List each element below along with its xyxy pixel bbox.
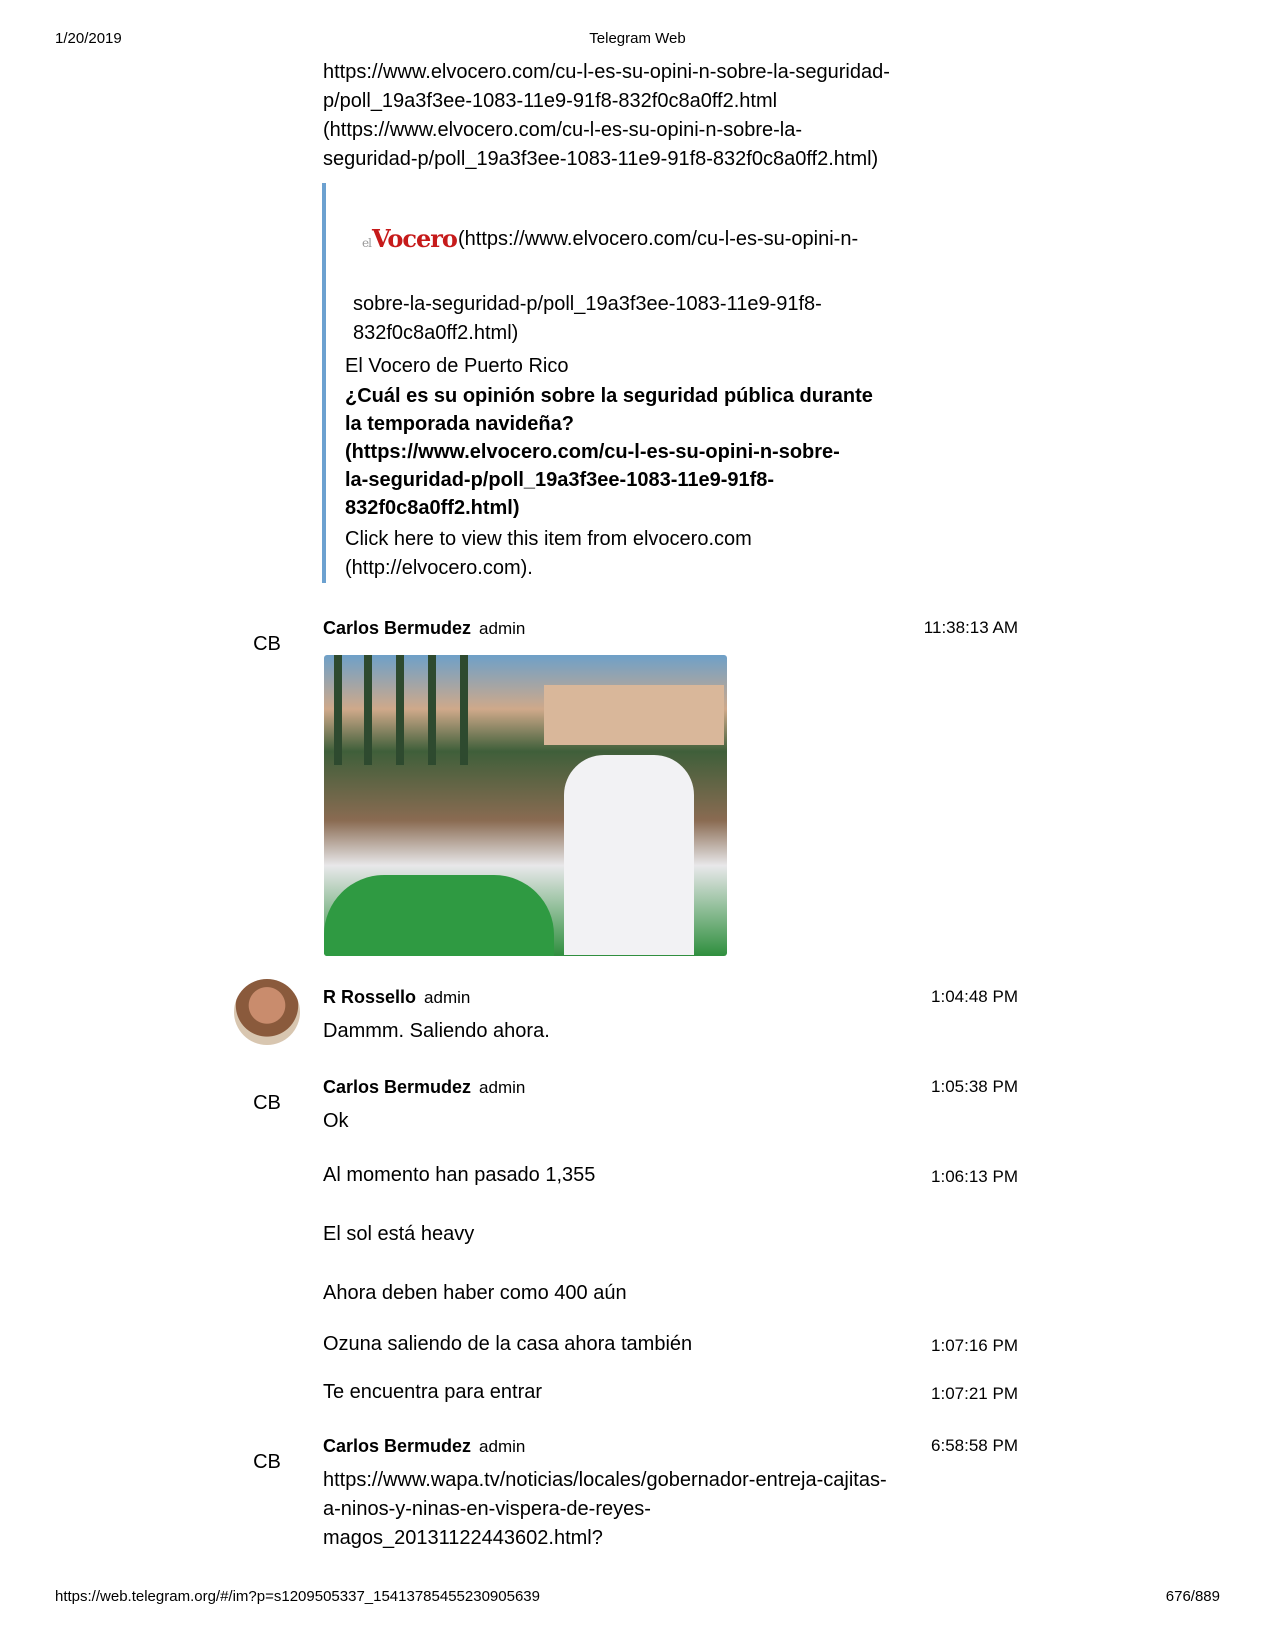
link-line[interactable]: https://www.elvocero.com/cu-l-es-su-opini-n-sobre-la-seguridad- [323, 61, 890, 83]
message-link-line[interactable]: magos_20131122443602.html? [323, 1527, 603, 1549]
sender-name[interactable] [323, 987, 470, 1008]
photo-detail [460, 655, 468, 765]
preview-description-line: (http://elvocero.com). [345, 557, 533, 579]
avatar-initials[interactable]: CB [253, 1451, 281, 1473]
preview-title-line[interactable]: 832f0c8a0ff2.html) [345, 497, 520, 519]
sender-role: admin [479, 1078, 526, 1097]
preview-link[interactable] [353, 290, 873, 348]
message-time: 1:04:48 PM [931, 987, 1018, 1006]
message-time: 1:07:21 PM [931, 1384, 1018, 1403]
photo-detail [364, 655, 372, 765]
preview-link-line[interactable]: 832f0c8a0ff2.html) [353, 322, 519, 344]
preview-link-inline[interactable]: (https://www.elvocero.com/cu-l-es-su-opini-n- [458, 228, 859, 250]
link-line[interactable]: (https://www.elvocero.com/cu-l-es-su-opini-n-sobre-la- [323, 119, 803, 141]
sender-name-text[interactable]: R Rossello [323, 987, 417, 1007]
avatar[interactable] [234, 979, 300, 1045]
message-text: Te encuentra para entrar [323, 1381, 543, 1403]
preview-site-name: El Vocero de Puerto Rico [345, 355, 569, 377]
message-text: Dammm. Saliendo ahora. [323, 1020, 550, 1042]
preview-link-line[interactable]: sobre-la-seguridad-p/poll_19a3f3ee-1083-11e9-91f8- [353, 293, 822, 315]
photo-detail [396, 655, 404, 765]
message-link-line[interactable]: a-ninos-y-ninas-en-vispera-de-reyes- [323, 1498, 651, 1520]
sender-name[interactable] [323, 1077, 525, 1098]
preview-title-line[interactable]: la-seguridad-p/poll_19a3f3ee-1083-11e9-91f8- [345, 469, 775, 491]
message-text: Ahora deben haber como 400 aún [323, 1282, 627, 1304]
link-line[interactable]: p/poll_19a3f3ee-1083-11e9-91f8-832f0c8a0ff2.html [323, 90, 778, 112]
elvocero-logo[interactable] [362, 224, 457, 253]
message-time: 1:06:13 PM [931, 1167, 1018, 1186]
page-title: Telegram Web [589, 30, 686, 47]
sender-role: admin [479, 619, 526, 638]
logo-prefix: el [362, 236, 371, 250]
avatar-initials[interactable]: CB [253, 633, 281, 655]
message-text: Al momento han pasado 1,355 [323, 1164, 596, 1186]
link-line[interactable]: seguridad-p/poll_19a3f3ee-1083-11e9-91f8-832f0c8a0ff2.html) [323, 148, 879, 170]
photo-person [564, 755, 694, 955]
page-number: 676/889 [1165, 1588, 1220, 1605]
sender-name-text[interactable]: Carlos Bermudez [323, 618, 472, 638]
message-text: Ok [323, 1110, 349, 1132]
footer-url: https://web.telegram.org/#/im?p=s1209505337_15413785455230905639 [55, 1588, 540, 1605]
message-time: 1:07:16 PM [931, 1336, 1018, 1355]
avatar-initials[interactable]: CB [253, 1092, 281, 1114]
sender-name-text[interactable]: Carlos Bermudez [323, 1436, 472, 1456]
preview-description-line: Click here to view this item from elvocero.com [345, 528, 752, 550]
preview-quote-bar [322, 183, 326, 583]
sender-name[interactable] [323, 1436, 525, 1457]
message-time: 6:58:58 PM [931, 1436, 1018, 1455]
photo-person [324, 875, 554, 956]
logo-text: Vocero [371, 224, 457, 253]
message-link-line[interactable]: https://www.wapa.tv/noticias/locales/gobernador-entreja-cajitas- [323, 1469, 887, 1491]
print-date: 1/20/2019 [55, 30, 122, 47]
preview-description [345, 525, 905, 583]
message-time: 11:38:13 AM [923, 618, 1018, 637]
photo-detail [428, 655, 436, 765]
sender-role: admin [479, 1437, 526, 1456]
preview-title-line[interactable]: (https://www.elvocero.com/cu-l-es-su-opini-n-sobre- [345, 441, 840, 463]
sender-name-text[interactable]: Carlos Bermudez [323, 1077, 472, 1097]
preview-title-line[interactable]: ¿Cuál es su opinión sobre la seguridad pública durante [345, 385, 873, 407]
sender-role: admin [424, 988, 471, 1007]
preview-title[interactable] [345, 382, 905, 522]
sender-name[interactable] [323, 618, 525, 639]
photo-building [544, 685, 724, 745]
message-text: El sol está heavy [323, 1223, 475, 1245]
link-message[interactable] [323, 58, 923, 174]
message-photo[interactable] [324, 655, 727, 956]
message-time: 1:05:38 PM [931, 1077, 1018, 1096]
preview-title-line[interactable]: la temporada navideña? [345, 413, 574, 435]
photo-detail [334, 655, 342, 765]
message-text: Ozuna saliendo de la casa ahora también [323, 1333, 693, 1355]
message-link[interactable] [323, 1466, 923, 1553]
